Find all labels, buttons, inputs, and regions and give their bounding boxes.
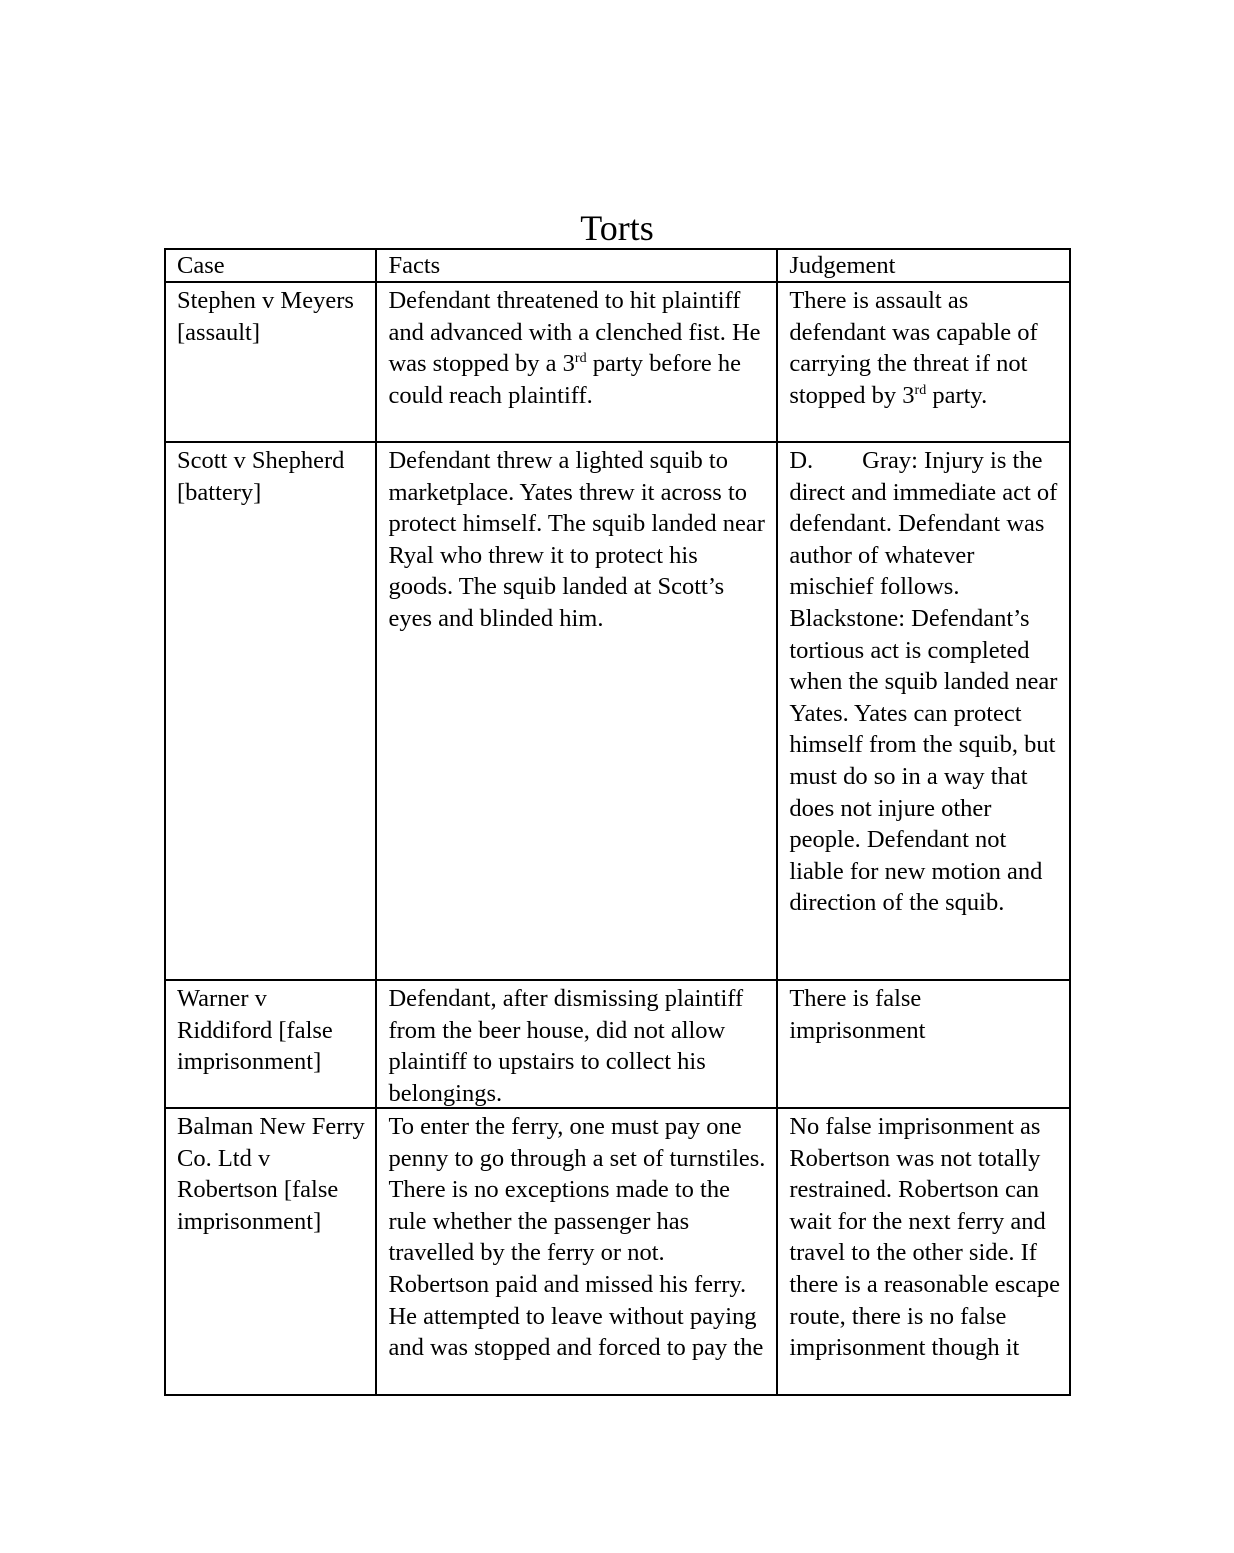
table-row bbox=[165, 1108, 1070, 1395]
ordinal-suffix: rd bbox=[914, 382, 927, 398]
table-header-row bbox=[165, 249, 1070, 282]
judgement-text: D. Gray: Injury is the direct and immediate act of defendant. Defendant was author of whatever mischief follows. Blackstone: Defendant’s tortious act is completed when the squib landed near Yates. Yates can protect himself from the squib, but must do so in a way that does not injure other people. Defendant not liable for new motion and direction of the squib. bbox=[789, 447, 1058, 917]
table-row bbox=[165, 442, 1070, 980]
facts-text-part: party before he could reach plaintiff. bbox=[388, 350, 741, 409]
torts-table bbox=[164, 248, 1071, 1396]
case-name: Balman New Ferry Co. Ltd v Robertson [false imprisonment] bbox=[177, 1113, 371, 1235]
document-title: Torts bbox=[580, 208, 654, 248]
case-cell bbox=[165, 282, 376, 442]
facts-text bbox=[388, 285, 768, 441]
judgement-cell bbox=[777, 980, 1070, 1108]
facts-text-part: Defendant threatened to hit plaintiff and advanced with a clenched fist. He was stopped by a 3 bbox=[388, 287, 761, 378]
case-cell bbox=[165, 442, 376, 980]
judgement-text: There is false imprisonment bbox=[789, 985, 928, 1044]
facts-cell bbox=[376, 1108, 777, 1395]
facts-text: Defendant, after dismissing plaintiff from the beer house, did not allow plaintiff to upstairs to collect his belongings. bbox=[388, 985, 750, 1107]
judgement-text: No false imprisonment as Robertson was not totally restrained. Robertson can wait for the next ferry and travel to the other side. If there is a reasonable escape route, there is no false imprisonment though it bbox=[789, 1113, 1067, 1362]
case-name: Stephen v Meyers [assault] bbox=[177, 287, 361, 346]
facts-cell bbox=[376, 442, 777, 980]
judgement-cell bbox=[777, 442, 1070, 980]
case-name: Scott v Shepherd [battery] bbox=[177, 447, 351, 506]
table-row bbox=[165, 282, 1070, 442]
facts-cell bbox=[376, 282, 777, 442]
judgement-cell bbox=[777, 282, 1070, 442]
judgement-text-part: party. bbox=[926, 381, 988, 409]
facts-text: Defendant threw a lighted squib to marketplace. Yates threw it across to protect himself. The squib landed near Ryal who threw it to protect his goods. The squib landed at Scott’s eyes and blinded him. bbox=[388, 447, 772, 632]
case-cell bbox=[165, 1108, 376, 1395]
header-case: Case bbox=[165, 249, 376, 282]
judgement-cell bbox=[777, 1108, 1070, 1395]
ordinal-suffix: rd bbox=[574, 351, 587, 367]
judgement-text bbox=[789, 285, 1061, 441]
case-cell bbox=[165, 980, 376, 1108]
case-name: Warner v Riddiford [false imprisonment] bbox=[177, 985, 339, 1076]
facts-text: To enter the ferry, one must pay one penny to go through a set of turnstiles. There is no exceptions made to the rule whether the passenger has travelled by the ferry or not. Robertson paid and missed his ferry. He attempted to leave without paying and was stopped and forced to pay the bbox=[388, 1113, 772, 1362]
header-facts: Facts bbox=[376, 249, 777, 282]
table-row bbox=[165, 980, 1070, 1108]
header-judgement: Judgement bbox=[777, 249, 1070, 282]
facts-cell bbox=[376, 980, 777, 1108]
judgement-text-part: There is assault as defendant was capable of carrying the threat if not stopped by 3 bbox=[789, 287, 1038, 409]
